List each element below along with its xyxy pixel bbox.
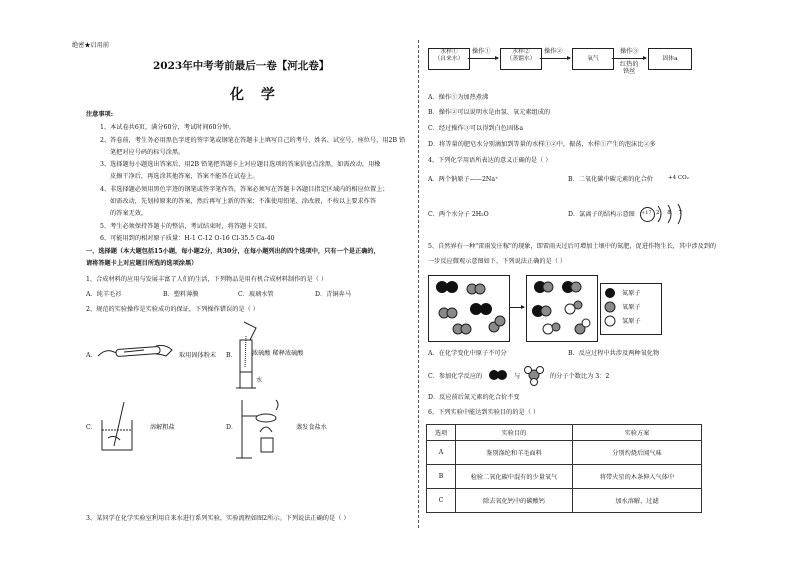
q2-option-b-label: 浓硫酸 稀释浓硫酸 [252, 350, 304, 357]
q3-option-d: D．将等量的肥皂水分别滴加到等量的水样①②中，振荡，水样①产生的泡沫比②多 [428, 141, 656, 148]
flow-arrow-3-sub: 红热的 [620, 61, 639, 68]
q2-stem: 2、规范的实验操作是实验成功的保证，下列操作错误的是（ ） [86, 306, 259, 313]
q5-option-d: D．反应前后氮元素的化合价不变 [428, 394, 520, 401]
q3-option-a: A．操作①为加热煮沸 [428, 94, 489, 101]
table-row [427, 465, 702, 489]
table-cell: C [427, 489, 456, 513]
q2-option-d-label: 蒸发食盐水 [296, 424, 327, 431]
powder-transfer-illustration [96, 336, 176, 366]
q2-option-a-letter: A． [86, 352, 97, 359]
q5-option-a: A．在化学变化中原子不可分 [428, 350, 507, 357]
flow-box-oxygen: 氧气 [572, 48, 614, 70]
section-heading: 一、选择题（本大题包括15小题，每小题2分，共30分，在每小题列出的四个选项中，只有一个是正确的， [86, 248, 380, 255]
flow-arrow-2 [540, 58, 570, 59]
molecule-icon-a [488, 367, 510, 383]
table-cell: A [427, 441, 456, 465]
q1-option-b: B．塑料薄膜 [163, 291, 199, 298]
notice-line: 的答案无效。 [110, 210, 148, 217]
table-cell: 将带火星的木条伸入气体中 [573, 465, 702, 489]
reaction-arrow [510, 307, 524, 308]
table-row [427, 441, 702, 465]
electron-counts: 2 8 7 [656, 210, 685, 216]
q3-option-b: B．操作②可以说明水是由氢、氧元素组成的 [428, 109, 551, 116]
q5-option-c-ratio: 的分子个数比为 3：2 [550, 373, 610, 380]
q3-option-c: C．经过操作③可以得到白色固体a [428, 125, 524, 132]
flow-box-solid: 固体a [648, 48, 692, 70]
notice-line: 皮擦干净后，再选涂其他答案，答案不能答在试卷上。 [110, 173, 259, 180]
beaker-dissolve-illustration [98, 402, 138, 454]
table-cell: 鉴别涤纶和羊毛面料 [456, 441, 573, 465]
table-cell: 除去氧化钙中的碳酸钙 [456, 489, 573, 513]
table-header: 实验目的 [456, 425, 573, 441]
q1-option-d: D．青铜奔马 [315, 291, 351, 298]
q4-option-c: C．两个水分子 2H₂O [428, 211, 489, 218]
table-cell: 加水溶解，过滤 [573, 489, 702, 513]
q2-option-d-letter: D． [226, 424, 238, 431]
table-header: 实验方案 [573, 425, 702, 441]
legend-hydrogen: 氢原子 [622, 318, 641, 325]
flow-box-water2: 水样② （蒸馏水） [500, 48, 542, 70]
flow-arrow-3-label: 操作③ [620, 48, 639, 55]
q5-option-c-and: 与 [514, 373, 521, 380]
notice-line: 如需改动，先划掉原来的答案，然后再写上新的答案；不准使用铅笔、涂改液，不按以上要求作答 [110, 198, 377, 205]
flow-arrow-1 [468, 58, 498, 59]
reactants-molecules [428, 275, 508, 340]
q2-option-a-label: 取用固体粉末 [179, 352, 217, 359]
notice-line: 2、答卷前，考生务必用黑色字迹的签字笔或钢笔在答题卡上填写自己的考号、姓名、试室号、座位号，用2B 铅 [100, 137, 406, 144]
q4-option-b: B．二氧化碳中碳元素的化合价 [568, 176, 653, 183]
secret-label: 绝密★启用前 [72, 42, 110, 49]
legend-oxygen: 氧原子 [622, 304, 641, 311]
table-row [427, 489, 702, 513]
q4-option-b-formula: +4 CO₂ [668, 175, 689, 181]
legend-icons [604, 287, 618, 331]
q5-stem-1: 5、自然界有一种"雷雨发庄稼"的现象，即雷雨天过后可增加土壤中的氮肥，促进作物生长，其中涉及到的 [428, 243, 717, 250]
flow-arrow-1-label: 操作① [472, 48, 491, 55]
q1-option-a: A．纯羊毛衫 [86, 291, 122, 298]
exam-title: 2023年中考考前最后一卷【河北卷】 [153, 60, 330, 72]
flow-arrow-3 [612, 58, 646, 59]
q5-stem-2: 一步反应微观示意图如下，下列说法正确的是（ ） [428, 258, 567, 265]
section-heading-cont: 请将答题卡上对应题目所选的选项涂黑） [86, 260, 198, 267]
q3-stem: 3、某同学在化学实验室利用自来水进行系列实验，实验流程如图2所示。下列说法正确的是（ ） [86, 515, 350, 522]
flow-arrow-2-label: 操作② [544, 48, 563, 55]
molecule-icon-b [524, 365, 548, 385]
notice-line: 5、考生必须保持答题卡的整洁，考试结束时，将答题卡交回。 [100, 223, 271, 230]
evaporation-illustration [236, 398, 292, 462]
q1-stem: 1、合成材料的应用与发展丰富了人们的生活，下列物品是用有机合成材料制作的是（ ） [86, 276, 328, 283]
table-cell: 分别灼烧后闻气味 [573, 441, 702, 465]
notice-line: 6、可能用到的相对原子质量：H-1 C-12 O-16 Cl-35.5 Ca-40 [100, 235, 275, 242]
cylinder-dilution-illustration [234, 322, 274, 394]
notice-line: 4、非选择题必须用黑色字迹的钢笔或签字笔作答，答案必须写在答题卡各题目指定区域内的相应位置上； [100, 186, 389, 193]
column-divider [418, 40, 419, 528]
q4-option-d: D．氯离子的结构示意图 [568, 211, 635, 218]
q2-option-b-water: 水 [256, 377, 263, 384]
products-molecules [526, 275, 596, 340]
nucleus-charge: +17 [641, 210, 652, 216]
flow-box-water1: 水样① （自来水） [428, 48, 470, 70]
flow-arrow-3-sub2: 铁丝 [623, 68, 636, 75]
notice-line: 笔把对应号码的标号涂黑。 [110, 149, 185, 156]
notice-line: 1、本试卷共6页，满分60分，考试时间60分钟。 [100, 124, 235, 131]
subject-title: 化 学 [230, 87, 281, 103]
q2-option-c-label: 溶解粗盐 [150, 424, 175, 431]
q4-stem: 4、下列化学用语所表达的意义正确的是（ ） [428, 157, 552, 164]
q6-table [426, 424, 702, 513]
q4-option-a: A．两个钠原子——2Na⁺ [428, 176, 499, 183]
q1-option-c: C．玻璃水管 [238, 291, 274, 298]
q2-option-c-letter: C． [86, 424, 97, 431]
q5-option-c-prefix: C．参加化学反应的 [428, 373, 483, 380]
notice-heading: 注意事项: [86, 111, 114, 118]
q6-stem: 6、下列实验中能达到实验目的的是（ ） [428, 409, 540, 416]
notice-line: 3、选择题每小题选出答案后，用2B 铅笔把答题卡上对应题目选项的答案信息点涂黑，如需改动，用橡 [100, 161, 381, 168]
q5-option-b: B．反应过程中共涉及两种氧化物 [568, 350, 660, 357]
table-cell: 检验二氧化碳中混有的少量氧气 [456, 465, 573, 489]
legend-nitrogen: 氮原子 [622, 290, 641, 297]
table-header-row [427, 425, 702, 441]
q2-option-b-letter: B． [226, 352, 237, 359]
table-cell: B [427, 465, 456, 489]
table-header: 选项 [427, 425, 456, 441]
